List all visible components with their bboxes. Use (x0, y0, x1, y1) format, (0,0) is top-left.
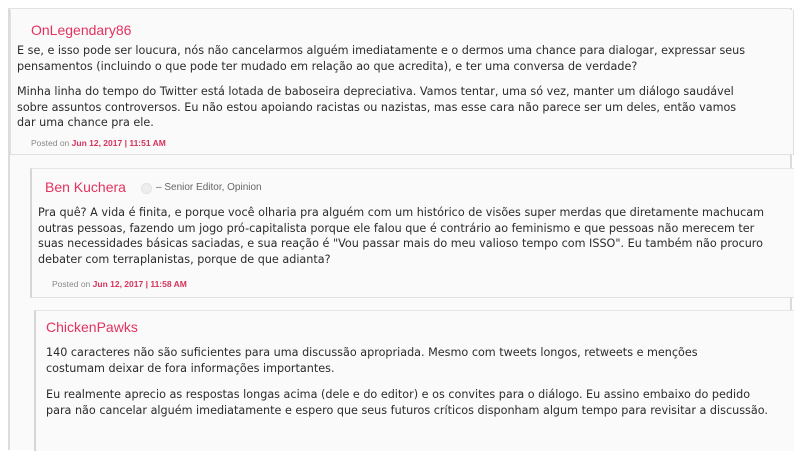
comment-paragraph: Pra quê? A vida é finita, e porque você olharia pra alguém com um histórico de visões super merdas que diretamente machucam outras pessoas, fazendo um jogo pró-capitalista porque ele falou que é contrário ao feminismo e que pessoas não merecem ter suas necessidades básicas saciadas, e sua reação é "Vou passar mais do meu valioso tempo com ISSO". Eu também não procuro debater com terraplanistas, porque de que adianta? (38, 205, 778, 267)
comment-chickenpawks (34, 310, 794, 451)
comment-paragraph: E se, e isso pode ser loucura, nós não cancelarmos alguém imediatamente e o dermos uma chance para dialogar, expressar seus pensamentos (incluindo o que pode ter mudado em relação ao que acredita), e ter uma conversa de verdade? (17, 43, 787, 74)
comment-meta (52, 279, 187, 289)
comment-author[interactable]: OnLegendary86 (31, 22, 131, 38)
comment-paragraph: 140 caracteres não são suficientes para uma discussão apropriada. Mesmo com tweets longos, retweets e menções costumam deixar de fora informações importantes. (46, 345, 751, 376)
posted-date[interactable]: Jun 12, 2017 | 11:58 AM (93, 279, 187, 289)
comment-author[interactable]: Ben Kuchera (45, 179, 126, 195)
comment-ben-kuchera (30, 168, 794, 298)
posted-date[interactable]: Jun 12, 2017 | 11:51 AM (72, 138, 166, 148)
posted-label: Posted on (31, 138, 69, 148)
comment-author[interactable]: ChickenPawks (46, 319, 138, 335)
comment-paragraph: Minha linha do tempo do Twitter está lotada de baboseira depreciativa. Vamos tentar, uma só vez, manter um diálogo saudável sobre assuntos controversos. Eu não estou apoiando racistas ou nazistas, mas esse cara não parece ser um deles, então vamos dar uma chance pra ele. (17, 84, 752, 131)
comment-paragraph: Eu realmente aprecio as respostas longas acima (dele e do editor) e os convites para o diálogo. Eu assino embaixo do pedido para não cancelar alguém imediatamente e espero que seus futuros críticos disponham algum tempo para revisitar a discussão. (46, 387, 774, 418)
posted-label: Posted on (52, 279, 90, 289)
verified-badge-icon (141, 183, 152, 194)
comment-meta (31, 138, 166, 148)
author-role: – Senior Editor, Opinion (156, 182, 262, 193)
comment-onlegendary86 (10, 10, 794, 155)
